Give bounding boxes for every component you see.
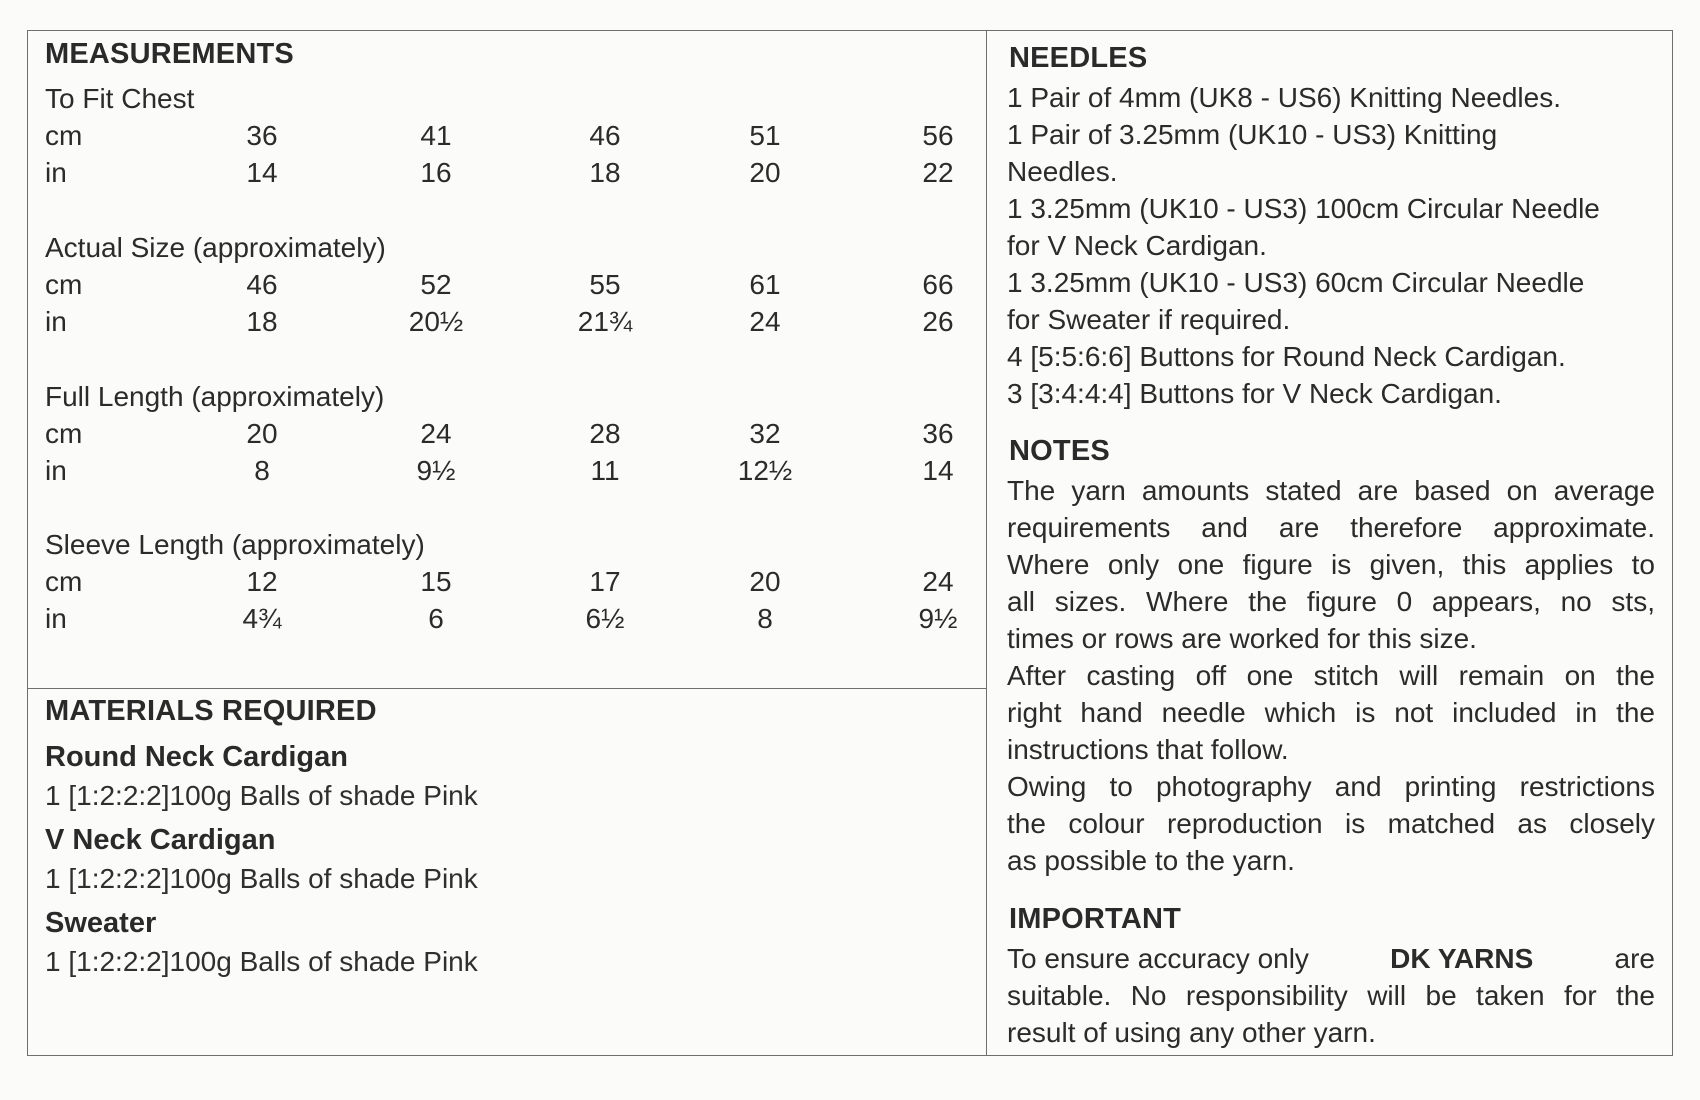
notes-line: times or rows are worked for this size. — [1007, 623, 1477, 654]
notes-line: requirements and are therefore approximate. — [1007, 512, 1655, 543]
needles-line: 1 Pair of 3.25mm (UK10 - US3) Knitting — [1007, 119, 1498, 150]
important-line-1-post: are — [1614, 943, 1655, 974]
measurement-value: 24 — [922, 566, 954, 597]
measurement-row — [45, 563, 954, 600]
notes-text — [1007, 472, 1655, 879]
measurement-value: 46 — [246, 269, 278, 300]
needles-line: Needles. — [1007, 156, 1118, 187]
measurement-value: 21¾ — [577, 306, 633, 337]
needles-line: for Sweater if required. — [1007, 304, 1291, 335]
measurement-value: 32 — [749, 418, 781, 449]
measurement-row — [45, 600, 958, 637]
measurement-value: 18 — [246, 306, 278, 337]
notes-line: right hand needle which is not included in the — [1007, 697, 1655, 728]
measurement-value: 6 — [428, 603, 444, 634]
measurement-group-title: To Fit Chest — [45, 83, 195, 114]
material-name-sweater: Sweater — [45, 907, 157, 939]
measurement-value: 28 — [589, 418, 621, 449]
measurement-value: 20 — [246, 418, 278, 449]
dk-yarns-emphasis: DK YARNS — [1390, 943, 1534, 974]
notes-line: Owing to photography and printing restrictions — [1007, 771, 1655, 802]
measurement-value: 12½ — [737, 455, 793, 486]
measurement-row — [45, 303, 954, 340]
measurement-unit: cm — [45, 120, 83, 151]
important-line-1 — [1007, 940, 1655, 977]
needles-line: 4 [5:5:6:6] Buttons for Round Neck Cardigan. — [1007, 341, 1566, 372]
material-detail-v-neck: 1 [1:2:2:2]100g Balls of shade Pink — [45, 863, 478, 894]
measurement-value: 12 — [246, 566, 278, 597]
measurement-value: 9½ — [918, 603, 958, 634]
measurement-value: 17 — [589, 566, 621, 597]
needles-line: 3 [3:4:4:4] Buttons for V Neck Cardigan. — [1007, 378, 1502, 409]
measurement-value: 11 — [590, 455, 620, 486]
notes-line: Where only one figure is given, this applies to — [1007, 549, 1655, 580]
measurement-value: 14 — [922, 455, 954, 486]
important-line-3: result of using any other yarn. — [1007, 1017, 1376, 1048]
section-divider — [27, 688, 987, 689]
needles-line: 1 Pair of 4mm (UK8 - US6) Knitting Needles. — [1007, 82, 1561, 113]
measurement-value: 55 — [589, 269, 621, 300]
material-name-v-neck: V Neck Cardigan — [45, 824, 276, 856]
measurement-group — [45, 229, 954, 340]
measurement-row — [45, 452, 954, 489]
notes-line: After casting off one stitch will remain on the — [1007, 660, 1655, 691]
needles-line: 1 3.25mm (UK10 - US3) 60cm Circular Needle — [1007, 267, 1585, 298]
notes-line: instructions that follow. — [1007, 734, 1289, 765]
notes-line: The yarn amounts stated are based on average — [1007, 475, 1655, 506]
measurement-row — [45, 266, 954, 303]
measurement-value: 16 — [420, 157, 452, 188]
notes-line: as possible to the yarn. — [1007, 845, 1295, 876]
measurement-row — [45, 154, 954, 191]
material-detail-round-neck: 1 [1:2:2:2]100g Balls of shade Pink — [45, 780, 478, 811]
measurement-value: 15 — [420, 566, 452, 597]
materials-heading: MATERIALS REQUIRED — [45, 695, 377, 727]
measurement-value: 61 — [749, 269, 781, 300]
measurement-value: 41 — [420, 120, 452, 151]
measurement-group-title: Sleeve Length (approximately) — [45, 529, 425, 560]
measurement-value: 36 — [246, 120, 278, 151]
measurement-value: 26 — [922, 306, 954, 337]
measurement-value: 20½ — [408, 306, 464, 337]
measurement-value: 4¾ — [242, 603, 282, 634]
notes-line: the colour reproduction is matched as closely — [1007, 808, 1655, 839]
measurement-group — [45, 378, 954, 489]
measurement-value: 52 — [420, 269, 452, 300]
measurement-value: 18 — [589, 157, 621, 188]
measurement-value: 22 — [922, 157, 954, 188]
measurement-value: 46 — [589, 120, 621, 151]
measurement-group-title: Actual Size (approximately) — [45, 232, 386, 263]
needles-list — [1007, 79, 1655, 412]
measurement-value: 24 — [420, 418, 452, 449]
measurement-unit: in — [45, 603, 67, 634]
measurement-value: 56 — [922, 120, 954, 151]
measurement-value: 36 — [922, 418, 954, 449]
measurements-heading: MEASUREMENTS — [45, 38, 294, 70]
notes-heading: NOTES — [1009, 435, 1110, 467]
important-line-2: suitable. No responsibility will be taken for the — [1007, 980, 1655, 1011]
measurement-value: 14 — [246, 157, 278, 188]
measurement-value: 8 — [757, 603, 773, 634]
measurement-group — [45, 526, 958, 637]
needles-line: 1 3.25mm (UK10 - US3) 100cm Circular Needle — [1007, 193, 1600, 224]
important-text — [1007, 940, 1655, 1051]
measurement-row — [45, 415, 954, 452]
measurement-unit: in — [45, 157, 67, 188]
measurement-value: 8 — [254, 455, 270, 486]
measurement-unit: in — [45, 455, 67, 486]
measurement-group — [45, 80, 954, 191]
measurement-group-title: Full Length (approximately) — [45, 381, 385, 412]
needles-line: for V Neck Cardigan. — [1007, 230, 1267, 261]
measurement-value: 20 — [749, 157, 781, 188]
measurement-unit: in — [45, 306, 67, 337]
material-detail-sweater: 1 [1:2:2:2]100g Balls of shade Pink — [45, 946, 478, 977]
measurement-value: 9½ — [416, 455, 456, 486]
measurement-value: 6½ — [585, 603, 625, 634]
notes-line: all sizes. Where the figure 0 appears, no sts, — [1007, 586, 1655, 617]
material-name-round-neck: Round Neck Cardigan — [45, 741, 348, 773]
measurement-value: 24 — [749, 306, 781, 337]
measurement-value: 51 — [749, 120, 781, 151]
measurement-unit: cm — [45, 269, 83, 300]
measurement-row — [45, 117, 954, 154]
important-line-1-pre: To ensure accuracy only — [1007, 943, 1309, 974]
measurement-value: 20 — [749, 566, 781, 597]
measurement-unit: cm — [45, 566, 83, 597]
measurement-unit: cm — [45, 418, 83, 449]
important-heading: IMPORTANT — [1009, 903, 1182, 935]
measurement-value: 66 — [922, 269, 954, 300]
needles-heading: NEEDLES — [1009, 42, 1148, 74]
